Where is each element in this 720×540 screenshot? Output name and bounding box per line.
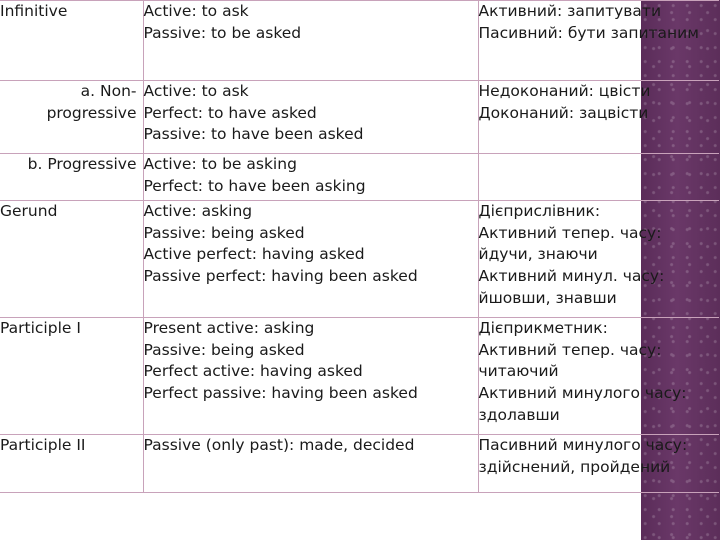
form-label: b. Progressive xyxy=(27,155,137,173)
english-form-line: Active perfect: having asked xyxy=(143,245,365,264)
english-forms-cell xyxy=(143,1,478,81)
table-row-gerund xyxy=(0,201,719,318)
ukrainian-form-line: Пасивний: бути запитаним xyxy=(478,23,699,42)
form-label: Participle I xyxy=(0,319,81,337)
table-row-participle-2 xyxy=(0,435,719,493)
form-label-cell xyxy=(0,1,143,81)
table-row-non-progressive xyxy=(0,81,719,154)
english-form-line: Passive perfect: having been asked xyxy=(143,267,418,286)
english-forms-cell xyxy=(143,435,478,493)
english-form-line: Perfect: to have asked xyxy=(143,103,317,122)
ukrainian-form-line: Активний минулого часу: xyxy=(478,384,687,403)
english-form-line: Active: to be asking xyxy=(143,155,297,173)
ukrainian-form-line: йдучи, знаючи xyxy=(478,245,598,264)
ukrainian-forms-cell xyxy=(478,81,719,154)
ukrainian-forms-cell xyxy=(478,318,719,435)
ukrainian-form-line: Дієприслівник: xyxy=(478,202,601,220)
english-form-line: Passive: to be asked xyxy=(143,23,302,42)
english-form-line: Perfect passive: having been asked xyxy=(143,384,418,403)
ukrainian-forms-cell xyxy=(478,435,719,493)
english-form-line: Passive: being asked xyxy=(143,340,305,359)
form-label-cell xyxy=(0,435,143,493)
ukrainian-form-line: Активний тепер. часу: xyxy=(478,223,662,242)
english-form-line: Active: to ask xyxy=(143,82,249,100)
english-form-line: Passive: to have been asked xyxy=(143,125,364,144)
table-row-progressive xyxy=(0,154,719,201)
ukrainian-form-line: читаючий xyxy=(478,362,559,381)
ukrainian-form-line: здійснений, пройдений xyxy=(478,457,671,476)
ukrainian-form-line: Дієприкметник: xyxy=(478,319,608,337)
english-form-line: Perfect active: having asked xyxy=(143,362,363,381)
ukrainian-form-line: Активний тепер. часу: xyxy=(478,340,662,359)
english-form-line: Passive: being asked xyxy=(143,223,305,242)
english-form-line: Active: asking xyxy=(143,202,253,220)
form-label: Gerund xyxy=(0,202,58,220)
ukrainian-forms-cell xyxy=(478,201,719,318)
english-form-line: Passive (only past): made, decided xyxy=(143,436,415,454)
form-label: a. Non- xyxy=(80,82,137,100)
table-row-infinitive xyxy=(0,1,719,81)
ukrainian-form-line: Активний: запитувати xyxy=(478,2,662,20)
table-row-participle-1 xyxy=(0,318,719,435)
form-label-cell xyxy=(0,81,143,154)
ukrainian-forms-cell xyxy=(478,154,719,201)
english-form-line: Perfect: to have been asking xyxy=(143,176,366,195)
english-form-line: Present active: asking xyxy=(143,319,315,337)
english-forms-cell xyxy=(143,318,478,435)
english-forms-cell xyxy=(143,154,478,201)
ukrainian-form-line: здолавши xyxy=(478,405,560,424)
ukrainian-form-line: Активний минул. часу: xyxy=(478,267,665,286)
form-label-cell xyxy=(0,154,143,201)
ukrainian-form-line: йшовши, знавши xyxy=(478,288,617,307)
form-label-cell xyxy=(0,201,143,318)
form-label: Infinitive xyxy=(0,2,68,20)
form-label: Participle II xyxy=(0,436,86,454)
english-forms-cell xyxy=(143,201,478,318)
ukrainian-form-line: Пасивний минулого часу: xyxy=(478,436,688,454)
ukrainian-forms-cell xyxy=(478,1,719,81)
english-forms-cell xyxy=(143,81,478,154)
ukrainian-form-line: Недоконаний: цвісти xyxy=(478,82,651,100)
ukrainian-form-line: Доконаний: зацвісти xyxy=(478,103,649,122)
english-form-line: Active: to ask xyxy=(143,2,249,20)
form-label: progressive xyxy=(46,103,137,122)
form-label-cell xyxy=(0,318,143,435)
